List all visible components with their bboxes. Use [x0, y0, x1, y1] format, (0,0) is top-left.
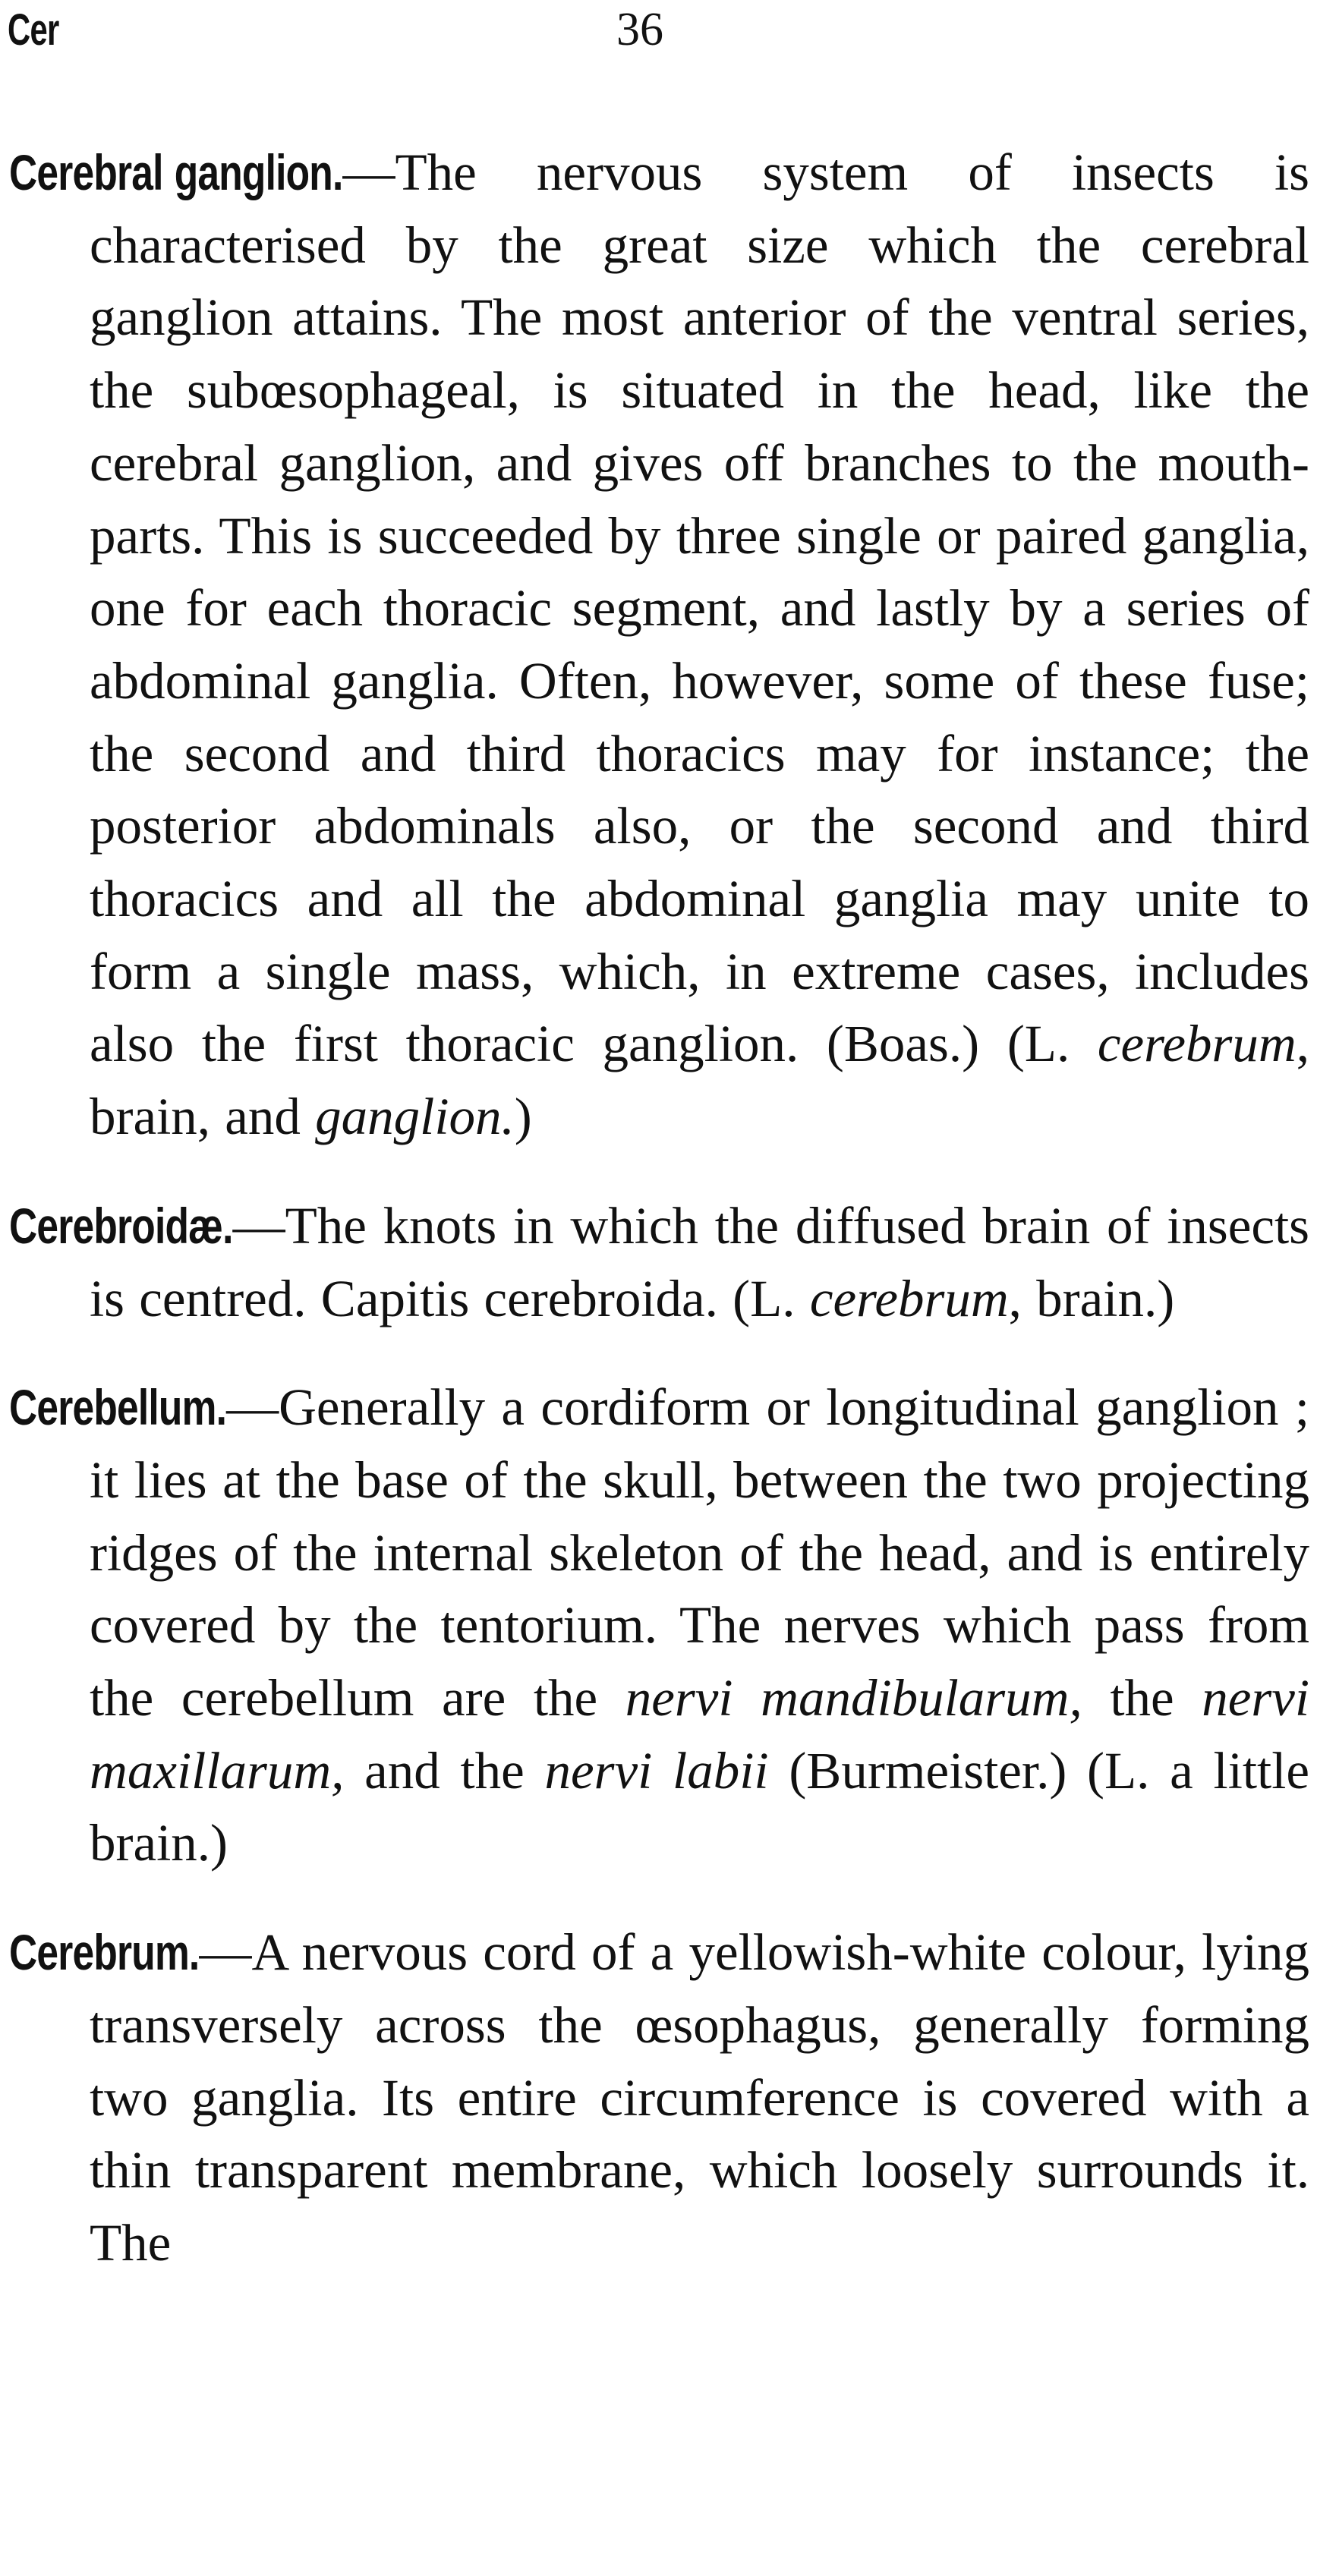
- definition-text: ): [514, 1088, 532, 1146]
- entry-list: [0, 137, 1317, 2316]
- entry-cerebral-ganglion: [0, 137, 1317, 1154]
- definition-text: the: [1082, 1669, 1202, 1727]
- definition-text: —A nervous cord of a yellowish-white colour, lying transversely across the œsophagus, generally forming two ganglia. Its entire circumference is covered with a thin transparent membrane, which loosely surrounds it. The: [90, 1923, 1309, 2272]
- page-header: [0, 0, 1317, 68]
- entry-cerebroidae: [0, 1190, 1317, 1335]
- latin-term: nervi labii: [544, 1741, 769, 1800]
- definition-text: , brain.): [1008, 1269, 1175, 1327]
- latin-term: cerebrum: [1097, 1015, 1297, 1073]
- headword: Cerebellum.: [9, 1379, 227, 1436]
- page-number: 36: [616, 4, 663, 55]
- latin-term: ganglion.: [315, 1088, 515, 1146]
- headword: Cerebral ganglion.: [9, 144, 343, 200]
- definition-text: and the: [344, 1741, 545, 1800]
- entry-cerebrum: [0, 1916, 1317, 2280]
- latin-term: cerebrum: [809, 1269, 1009, 1327]
- definition-text: —Generally a cordiform or longitudinal ganglion ; it lies at the base of the skull, between the two projecting ridges of the internal skeleton of the head, and is entirely covered by the tentorium. The nerves which pass from the cerebellum are the: [90, 1378, 1309, 1727]
- definition-text: , brain, and: [90, 1015, 1309, 1146]
- definition-text: —The knots in which the diffused brain of insects is centred. Capitis cerebroida. (L.: [90, 1196, 1309, 1327]
- headword: Cerebrum.: [9, 1924, 200, 1981]
- definition-text: (Burmeister.) (L. a little brain.): [90, 1741, 1309, 1872]
- latin-term: nervi maxillarum,: [90, 1669, 1310, 1800]
- entry-cerebellum: [0, 1371, 1317, 1880]
- headword: Cerebroidæ.: [9, 1197, 233, 1254]
- latin-term: nervi mandibularum,: [625, 1669, 1082, 1727]
- running-head: Cer: [8, 5, 59, 55]
- definition-text: —The nervous system of insects is characterised by the great size which the cerebral ganglion attains. The most anterior of the ventral series, the subœsophageal, is situated in the head, like the cerebral ganglion, and gives off branches to the mouth-parts. This is succeeded by three single or paired ganglia, one for each thoracic segment, and lastly by a series of abdominal ganglia. Often, however, some of these fuse; the second and third thoracics may for instance; the posterior abdominals also, or the second and third thoracics and all the abdominal ganglia may unite to form a single mass, which, in extreme cases, includes also the first thoracic ganglion. (Boas.) (L.: [90, 143, 1309, 1073]
